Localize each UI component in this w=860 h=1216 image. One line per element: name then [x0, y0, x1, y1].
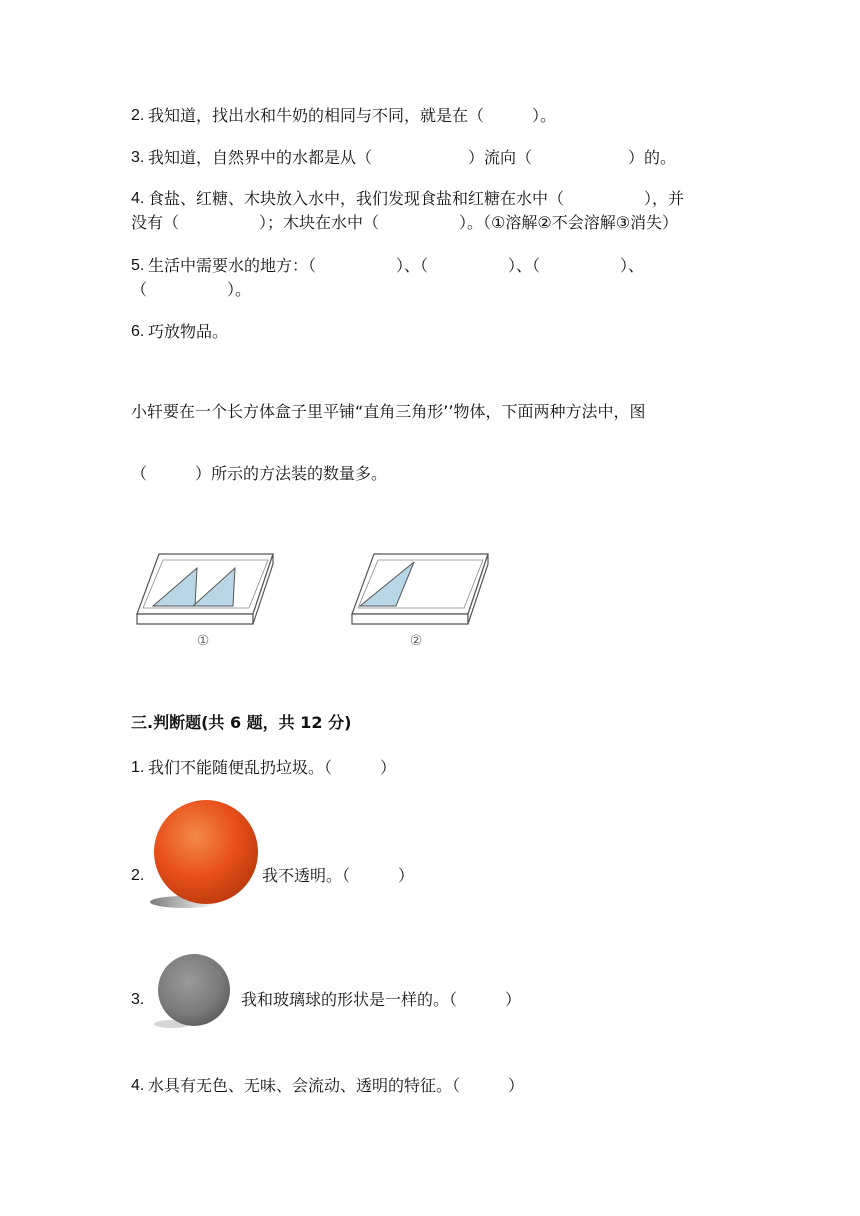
q4-line2: 没有（ ）；木块在水中（ ）。（①溶解②不会溶解③消失）	[131, 213, 679, 232]
s3-q3-number: 3.	[131, 991, 145, 1008]
q5-line1: 生活中需要水的地方：（ ）、（ ）、（ ）、	[148, 256, 645, 275]
figure-1	[131, 548, 281, 652]
s3-q1-number: 1.	[131, 759, 145, 776]
gray-ball-icon	[152, 952, 232, 1030]
box-one-triangle-icon	[346, 548, 496, 652]
q6-line1: 小轩要在一个长方体盒子里平铺“直角三角形’’物体，下面两种方法中，图	[131, 402, 646, 421]
q6-number: 6.	[131, 323, 145, 340]
s3-q2-text: 我不透明。（ ）	[262, 866, 415, 885]
s3-q1-text: 我们不能随便乱扔垃圾。（ ）	[148, 758, 397, 777]
q6-line2: （ ）所示的方法装的数量多。	[131, 464, 388, 483]
q5-number: 5.	[131, 257, 145, 274]
q3-number: 3.	[131, 149, 145, 166]
q4-number: 4.	[131, 190, 145, 207]
q5-line2: （ ）。	[131, 280, 252, 299]
q6-title: 巧放物品。	[148, 322, 229, 341]
s3-q2-number: 2.	[131, 867, 145, 884]
q2-number: 2.	[131, 107, 145, 124]
figure-2-label: ②	[409, 633, 423, 649]
q4-line1: 食盐、红糖、木块放入水中，我们发现食盐和红糖在水中（ ），并	[148, 189, 685, 208]
section-3-heading: 三.判断题(共 6 题，共 12 分)	[131, 713, 352, 732]
s3-q4-text: 水具有无色、无味、会流动、透明的特征。（ ）	[148, 1076, 525, 1095]
q3-text: 我知道，自然界中的水都是从（ ）流向（ ）的。	[148, 148, 677, 167]
orange-ball-icon	[148, 800, 260, 908]
box-two-triangles-icon	[131, 548, 281, 652]
s3-q4-number: 4.	[131, 1077, 145, 1094]
s3-q3-text: 我和玻璃球的形状是一样的。（ ）	[241, 990, 522, 1009]
q2-text: 我知道，找出水和牛奶的相同与不同，就是在（ ）。	[148, 106, 557, 125]
figure-1-label: ①	[196, 633, 210, 649]
figure-2	[346, 548, 496, 652]
